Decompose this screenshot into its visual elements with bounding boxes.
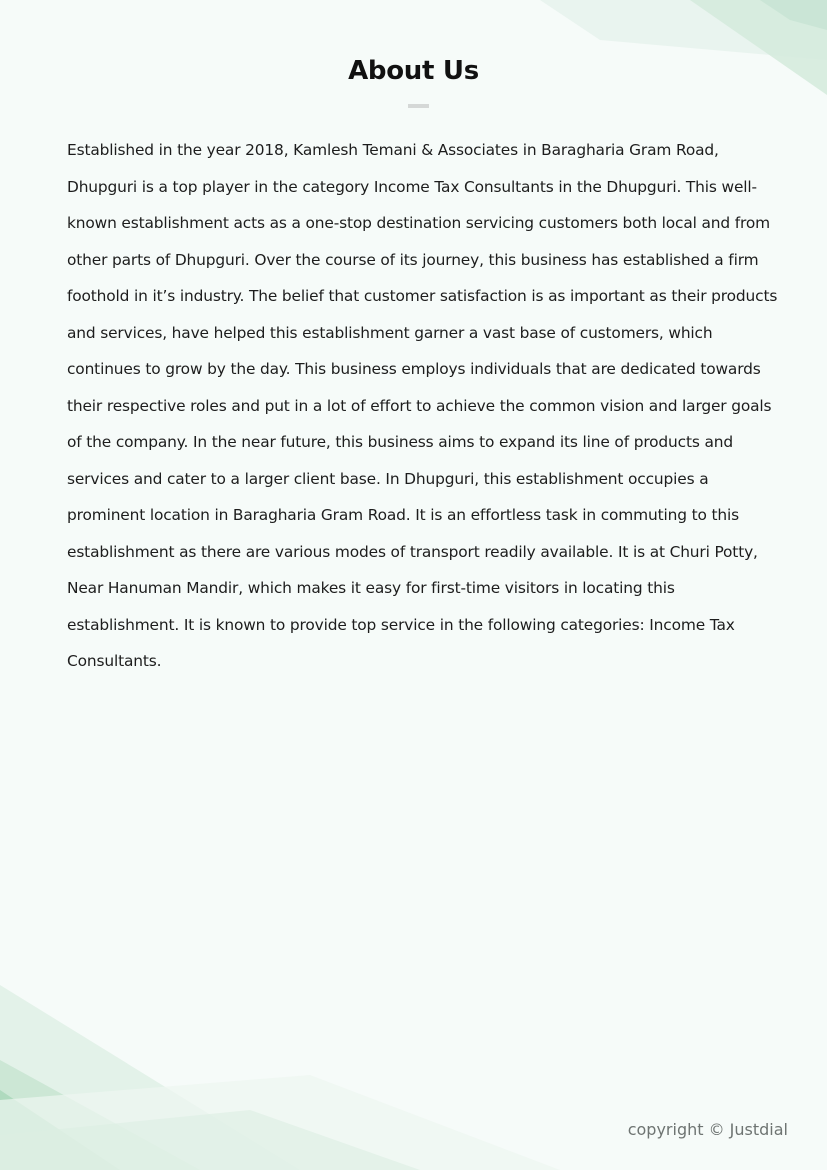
page-title: About Us (348, 56, 479, 86)
title-underline (408, 104, 429, 108)
about-text: Established in the year 2018, Kamlesh Temani & Associates in Baragharia Gram Road, Dhupguri is a top player in the category Income Tax Consultants in the Dhupguri. This well-known establishment acts as a one-stop destination servicing customers both local and from other parts of Dhupguri. Over the course of its journey, this business has established a firm foothold in it’s industry. The belief that customer satisfaction is as important as their products and services, have helped this establishment garner a vast base of customers, which continues to grow by the day. This business employs individuals that are dedicated towards their respective roles and put in a lot of effort to achieve the common vision and larger goals of the company. In the near future, this business aims to expand its line of products and services and cater to a larger client base. In Dhupguri, this establishment occupies a prominent location in Baragharia Gram Road. It is an effortless task in commuting to this establishment as there are various modes of transport readily available. It is at Churi Potty, Near Hanuman Mandir, which makes it easy for first-time visitors in locating this establishment. It is known to provide top service in the following categories: Income Tax Consultants. (67, 141, 778, 670)
copyright-text: copyright © Justdial (627, 1120, 788, 1139)
